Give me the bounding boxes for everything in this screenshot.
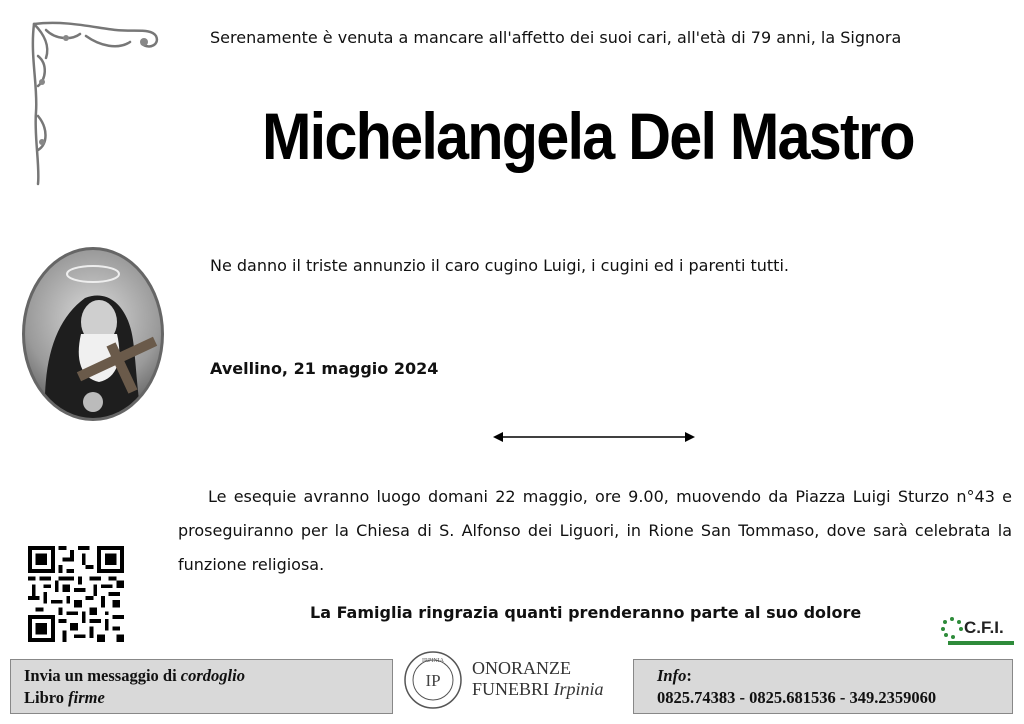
qr-code-icon[interactable] [28,546,124,642]
funeral-home-seal-icon [403,650,463,710]
funeral-home-name: ONORANZE FUNEBRI Irpinia [472,658,604,699]
saint-portrait-image [22,247,164,421]
phone-numbers[interactable]: 0825.74383 - 0825.681536 - 349.2359060 [657,688,937,707]
intro-text: Serenamente è venuta a mancare all'affetto dei suoi cari, all'età di 79 anni, la Signora [210,28,902,47]
portrait-illustration [25,250,161,418]
svg-text:IRPINIA: IRPINIA [422,658,444,664]
cfi-logo [940,616,1016,648]
double-arrow-divider [493,430,695,444]
condolence-link[interactable]: Invia un messaggio di cordoglio [24,666,245,685]
family-thanks: La Famiglia ringrazia quanti prenderanno parte al suo dolore [310,603,862,622]
deceased-name: Michelangela Del Mastro [262,99,914,173]
cfi-dots-icon [940,616,964,640]
cfi-text: C.F.I. [964,618,1004,637]
corner-ornament-icon [26,16,160,186]
funeral-details: Le esequie avranno luogo domani 22 maggio, ore 9.00, muovendo da Piazza Luigi Sturzo n°43 e proseguiranno per la Chiesa di S. Alfonso dei Liguori, in Rione San Tommaso, dove sarà celebrata la funzione religiosa. [178,487,1012,574]
guestbook-link[interactable]: Libro firme [24,688,105,707]
place-date: Avellino, 21 maggio 2024 [210,359,439,378]
announcement-text: Ne danno il triste annunzio il caro cugino Luigi, i cugini ed i parenti tutti. [210,256,789,275]
svg-text:IP: IP [425,671,441,690]
info-label: Info: [657,666,692,685]
info-box [633,659,1013,714]
condolence-box[interactable] [10,659,393,714]
cfi-underline [948,641,1014,645]
